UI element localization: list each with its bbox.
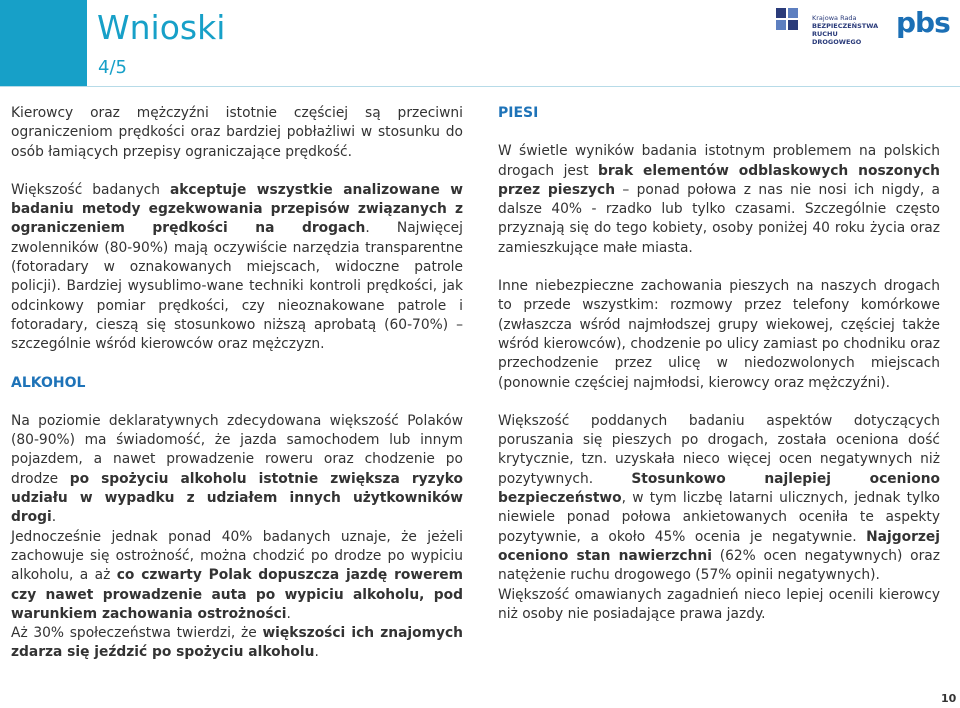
krbrd-line-1: Krajowa Rada bbox=[812, 14, 857, 22]
page-subtitle: 4/5 bbox=[98, 57, 127, 78]
left-paragraph-4: Jednocześnie jednak ponad 40% badanych uznaje, że jeżeli zachowuje się ostrożność, można chodzić po drodze po wypiciu alkoholu, a aż co czwarty Polak dopuszcza jazdę rowerem czy nawet prowadzenie auta po wypiciu alkoholu, pod warunkiem zachowania ostrożności. bbox=[11, 528, 463, 622]
page-number: 10 bbox=[941, 692, 957, 705]
header-divider bbox=[0, 86, 960, 87]
pbs-wordmark: pbs bbox=[896, 6, 950, 39]
krbrd-line-2: BEZPIECZEŃSTWA bbox=[812, 22, 879, 30]
left-paragraph-2: Większość badanych akceptuje wszystkie analizowane w badaniu metody egzekwowania przepisów związanych z ograniczeniem prędkości na drogach. Najwięcej zwolenników (80-90%) mają oczywiście narzędzia transparentne (fotoradary w oznakowanych miejscach, widoczne patrole policji). Bardziej wysublimo-wane techniki kontroli prędkości, jak odcinkowy pomiar prędkości, czy nieoznakowane patrole i fotoradary, cieszą się stosunkowo niższą aprobatą (60-70%) – szczególnie wśród kierowców oraz mężczyzn. bbox=[11, 181, 463, 353]
piesi-heading: PIESI bbox=[498, 105, 539, 121]
left-paragraph-1: Kierowcy oraz mężczyźni istotnie częściej są przeciwni ograniczeniom prędkości oraz bardziej pobłażliwi w stosunku do osób łamiących przepisy ograniczające prędkość. bbox=[11, 105, 463, 160]
left-column bbox=[11, 104, 463, 663]
krbrd-line-3: RUCHU DROGOWEGO bbox=[812, 30, 862, 46]
alkohol-heading: ALKOHOL bbox=[11, 374, 86, 391]
left-paragraph-5: Aż 30% społeczeństwa twierdzi, że większości ich znajomych zdarza się jeździć po spożyciu alkoholu. bbox=[11, 625, 463, 661]
header-accent-bar bbox=[0, 0, 87, 86]
right-paragraph-2: Inne niebezpieczne zachowania pieszych na naszych drogach to przede wszystkim: rozmowy przez telefony komórkowe (zwłaszcza wśród najmłodszej grupy wiekowej, częściej także wśród kierowców), chodzenie po ulicy zamiast po chodniku oraz przechodzenie przez ulicę w niedozwolonych miejscach (ponownie częściej najmłodsi, kierowcy oraz mężczyźni). bbox=[498, 278, 940, 391]
right-paragraph-3: Większość poddanych badaniu aspektów dotyczących poruszania się pieszych po drogach, została oceniona dość krytycznie, tzn. uzyskała nieco więcej ocen negatywnych niż pozytywnych. Stosunkowo najlepiej oceniono bezpieczeństwo, w tym liczbę latarni ulicznych, jednak tylko niewiele ponad połowa ankietowanych oceniła te aspekty pozytywnie, a około 45% ocenia je negatywnie. Najgorzej oceniono stan nawierzchni (62% ocen negatywnych) oraz natężenie ruchu drogowego (57% opinii negatywnych). bbox=[498, 412, 940, 584]
right-column bbox=[498, 104, 940, 624]
krbrd-logo bbox=[774, 6, 884, 46]
page-title: Wnioski bbox=[97, 8, 226, 47]
right-paragraph-4: Większość omawianych zagadnień nieco lepiej ocenili kierowcy niż osoby nie posiadające prawa jazdy. bbox=[498, 586, 940, 622]
krbrd-emblem-icon bbox=[774, 6, 800, 36]
left-paragraph-3: Na poziomie deklaratywnych zdecydowana większość Polaków (80-90%) ma świadomość, że jazda samochodem lub innym pojazdem, a nawet prowadzenie roweru oraz chodzenie po drodze po spożyciu alkoholu istotnie zwiększa ryzyko udziału w wypadku z udziałem innych użytkowników drogi. bbox=[11, 412, 463, 526]
right-paragraph-1: W świetle wyników badania istotnym problemem na polskich drogach jest brak elementów odblaskowych noszonych przez pieszych – ponad połowa z nas nie nosi ich nigdy, a dalsze 40% - rzadko lub tylko czasami. Szczególnie często przyznają się do tego kobiety, osoby poniżej 40 roku życia oraz zamieszkujące małe miasta. bbox=[498, 143, 940, 256]
pbs-logo bbox=[896, 2, 950, 42]
